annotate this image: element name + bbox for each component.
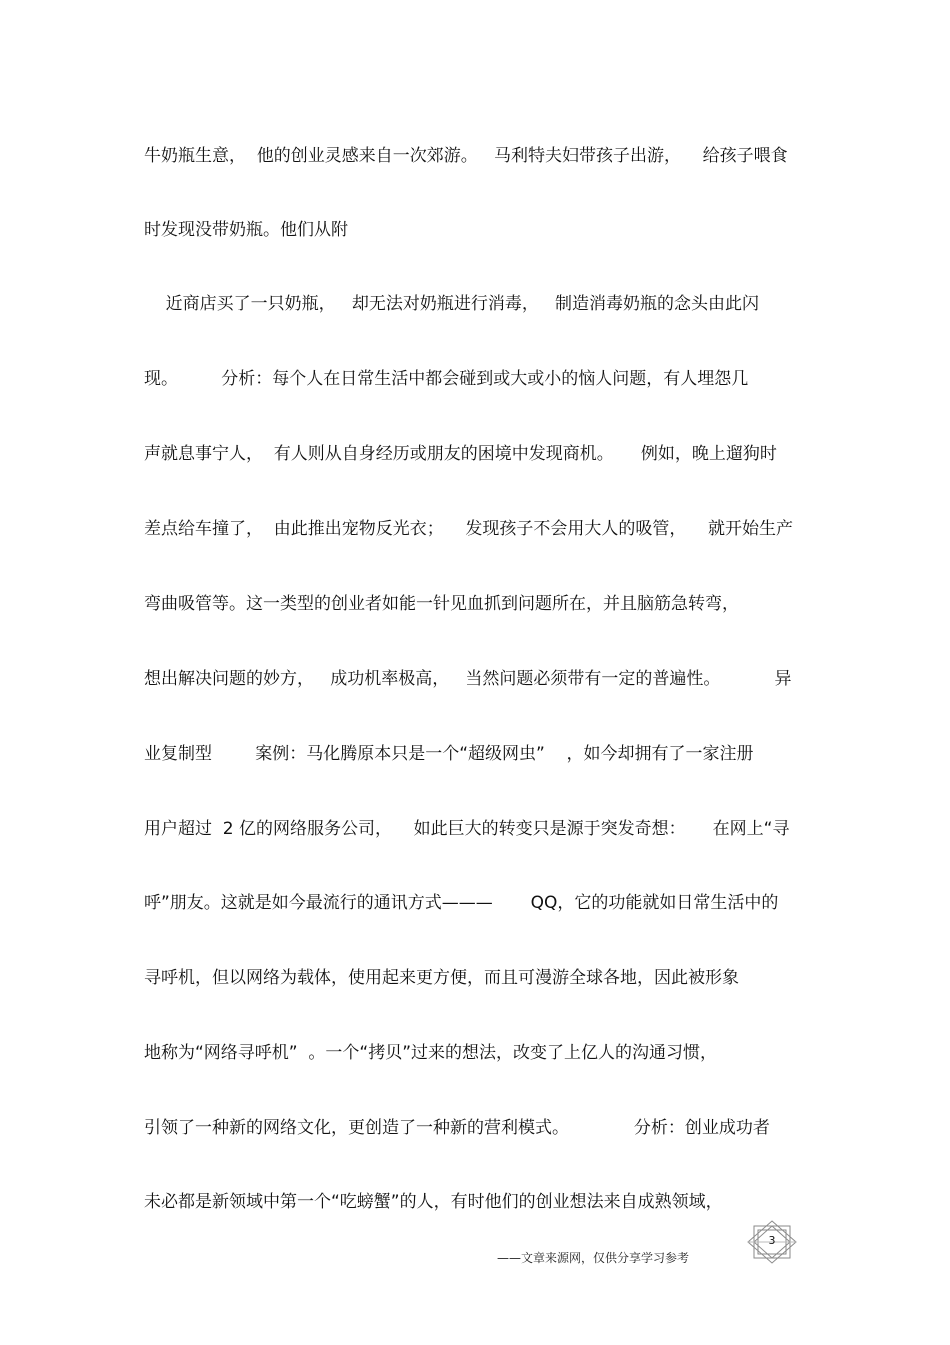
body-text-line: 未必都是新领域中第一个“吃螃蟹”的人，有时他们的创业想法来自成熟领域， <box>144 1192 723 1212</box>
body-text-line: 地称为“网络寻呼机” 。一个“拷贝”过来的想法，改变了上亿人的沟通习惯， <box>144 1043 718 1063</box>
body-text-line: 牛奶瓶生意， 他的创业灵感来自一次郊游。 马利特夫妇带孩子出游， 给孩子喂食 <box>144 146 788 166</box>
footer-source-text: ——文章来源网，仅供分享学习参考 <box>497 1251 690 1265</box>
page-number: 3 <box>768 1234 776 1247</box>
body-text-line: 寻呼机，但以网络为载体，使用起来更方便，而且可漫游全球各地，因此被形象 <box>144 968 739 988</box>
body-text-line: 现。 分析：每个人在日常生活中都会碰到或大或小的恼人问题，有人埋怨几 <box>144 369 749 389</box>
body-text-line: 用户超过 2 亿的网络服务公司， 如此巨大的转变只是源于突发奇想： 在网上“寻 <box>144 819 790 839</box>
page-number-badge <box>744 1220 800 1264</box>
body-text-line: 呼”朋友。这就是如今最流行的通讯方式——— QQ，它的功能就如日常生活中的 <box>144 893 779 913</box>
body-text-line: 弯曲吸管等。这一类型的创业者如能一针见血抓到问题所在，并且脑筋急转弯， <box>144 594 739 614</box>
body-text-line: 业复制型 案例：马化腾原本只是一个“超级网虫” ，如今却拥有了一家注册 <box>144 744 754 764</box>
body-text-line: 引领了一种新的网络文化，更创造了一种新的营利模式。 分析：创业成功者 <box>144 1118 770 1138</box>
body-text-line: 差点给车撞了， 由此推出宠物反光衣； 发现孩子不会用大人的吸管， 就开始生产 <box>144 519 794 539</box>
body-text-line: 时发现没带奶瓶。他们从附 <box>144 220 348 240</box>
body-text-line: 声就息事宁人， 有人则从自身经历或朋友的困境中发现商机。 例如，晚上遛狗时 <box>144 444 777 464</box>
body-text-line: 想出解决问题的妙方， 成功机率极高， 当然问题必须带有一定的普遍性。 异 <box>144 669 792 689</box>
body-text-line: 近商店买了一只奶瓶， 却无法对奶瓶进行消毒， 制造消毒奶瓶的念头由此闪 <box>144 294 760 314</box>
